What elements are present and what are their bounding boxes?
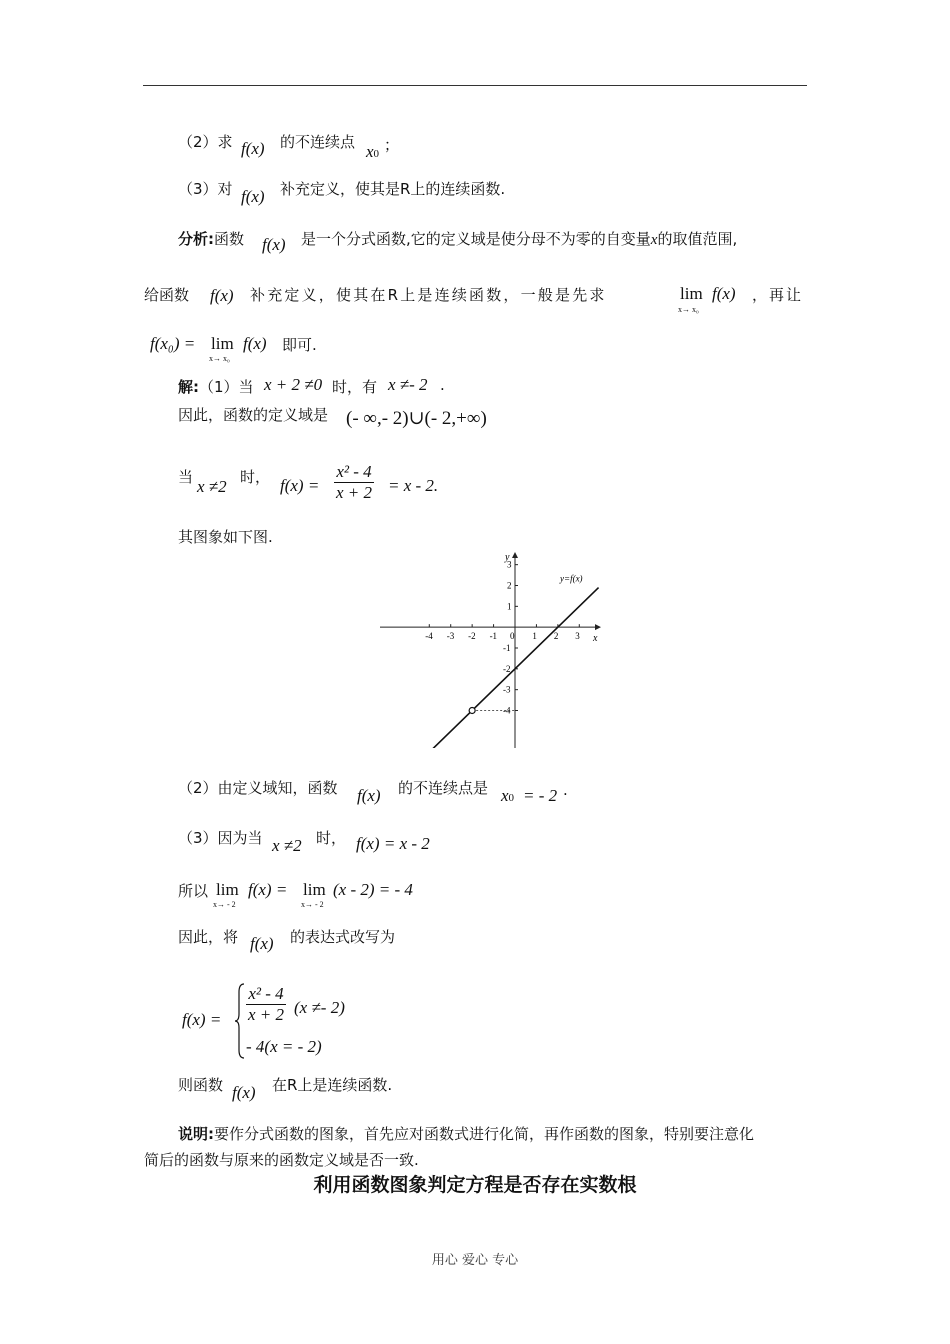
y-tick-label: 3 [507,559,512,570]
analysis-line-1 [178,228,244,249]
analysis-lim-sub: x→ x₀ [678,305,699,314]
sol-p1b: 时，有 [332,378,378,396]
analysis-t6: ，再让 [752,286,804,304]
sol-p6-m1: x ≠2 [272,836,302,855]
pw-case1-cond: (x ≠- 2) [294,998,345,1017]
q2-label: （2）求 [178,133,233,151]
analysis-lim-fx-2: f(x) [243,334,267,353]
sol-p2a: 因此，函数的定义域是 [178,406,329,424]
sol-p1a: （1）当 [199,378,254,396]
sol-p7-sub1: x→ - 2 [213,900,236,909]
sol-p5-end: . [563,781,568,799]
analysis-lim-fx: f(x) [712,284,736,303]
frac-denominator: x + 2 [336,483,373,502]
sol-p3-frac [334,462,374,503]
sol-p3-m1: x ≠2 [197,477,227,496]
pw-lhs: f(x) = [182,1010,222,1029]
sol-p5b: 的不连续点是 [398,779,489,797]
sol-p1-end: . [440,376,445,394]
note-label: 说明: [178,1125,214,1143]
q3-text: 补充定义，使其是R上的连续函数. [280,180,506,198]
q3-fx: f(x) [241,187,265,206]
analysis-label: 分析: [178,230,214,248]
analysis-t7: 即可. [282,336,317,354]
y-tick-label: 2 [507,580,512,591]
y-axis-arrow [512,552,518,558]
sol-domain: (- ∞,- 2)∪(- 2,+∞) [346,408,487,429]
sol-p5-fx: f(x) [357,786,381,805]
sol-p9a: 则函数 [178,1076,224,1094]
sol-p5a: （2）由定义域知，函数 [178,779,338,797]
sol-p1-m1: x + 2 ≠0 [264,375,323,394]
pw-case1-frac [246,984,286,1025]
analysis-lim-2: lim [211,334,234,353]
analysis-lim: lim [680,284,703,303]
sol-p7-sub2: x→ - 2 [301,900,324,909]
y-axis-label: y [505,552,510,563]
sol-p7a: 所以 [178,882,209,900]
header-rule [143,85,807,86]
x-tick-label: -4 [425,631,433,642]
open-point [469,708,475,714]
sol-p6b: 时， [316,829,347,847]
sol-p7-m1: f(x) = [248,880,288,899]
sol-p5-m: = - 2 [523,786,558,805]
q2-text: 的不连续点 [280,133,356,151]
sol-p3-lhs: f(x) = [280,476,320,495]
analysis-t5: 补充定义，使其在R上是连续函数，一般是先求 [250,286,607,304]
sol-p5-x0: x0 [501,786,515,805]
x-tick-label: -3 [446,631,455,642]
sol-p8a: 因此，将 [178,928,239,946]
sol-p6a: （3）因为当 [178,829,263,847]
left-brace [234,982,246,1060]
note-text-2: 简后的函数与原来的函数定义域是否一致. [144,1151,419,1169]
q2-x0: x0 [366,142,380,161]
sol-p1-m2: x ≠- 2 [388,375,428,394]
q2-fx: f(x) [241,139,265,158]
x-tick-label: 0 [510,631,515,642]
sol-p9-fx: f(x) [232,1083,256,1102]
sol-p8b: 的表达式改写为 [290,928,396,946]
page-footer: 用心 爱心 专心 [431,1253,519,1268]
x-tick-label: 3 [575,631,580,642]
analysis-lim-sub-2: x→ x₀ [209,354,230,363]
question-2 [178,131,233,152]
pw-denominator: x + 2 [248,1005,285,1024]
note-line-1 [178,1123,754,1144]
solution-label: 解: [178,378,199,396]
y-tick-label: 1 [507,601,512,612]
q2-end: ； [384,136,400,154]
x-tick-label: 2 [553,631,559,642]
pw-case2: - 4(x = - 2) [246,1037,322,1056]
section-title: 利用函数图象判定方程是否存在实数根 [313,1174,637,1196]
analysis-fx: f(x) [262,235,286,254]
analysis-eq-left: f(x₀) = [150,334,196,353]
y-tick-label: -3 [503,684,511,695]
y-tick-label: -2 [503,663,511,674]
solution-line-1 [178,376,254,397]
x-tick-label: 1 [532,631,537,642]
sol-p3a: 当 [178,468,194,486]
sol-p9b: 在R上是连续函数. [272,1076,393,1094]
q3-label: （3）对 [178,180,233,198]
note-text-1: 要作分式函数的图象，首先应对函数式进行化简，再作函数的图象，特别要注意化 [214,1125,755,1143]
sol-p4: 其图象如下图. [178,528,273,546]
analysis-t2: 是一个分式函数,它的定义域是使分母不为零的自变量x的取值范围, [301,230,738,248]
analysis-fx-2: f(x) [210,286,234,305]
sol-p3-rhs: = x - 2. [388,476,439,495]
sol-p7-lim2: lim [303,880,326,899]
frac-numerator: x² - 4 [334,462,374,483]
analysis-t4: 给函数 [144,286,190,304]
x-axis-label: x [593,633,598,645]
sol-p7-m2: (x - 2) = - 4 [333,880,413,899]
x-axis-arrow [595,624,601,630]
analysis-t1: 函数 [214,230,245,248]
series-label: y=f(x) [560,573,583,584]
x-tick-label: -2 [468,631,476,642]
sol-p6-m2: f(x) = x - 2 [356,834,430,853]
pw-numerator: x² - 4 [246,984,286,1005]
sol-p3b: 时， [240,468,271,486]
function-graph [380,548,605,748]
x-tick-label: -1 [489,631,498,642]
y-tick-label: -1 [503,643,511,653]
sol-p7-lim1: lim [216,880,239,899]
y-tick-label: -4 [503,705,511,716]
sol-p8-fx: f(x) [250,934,274,953]
